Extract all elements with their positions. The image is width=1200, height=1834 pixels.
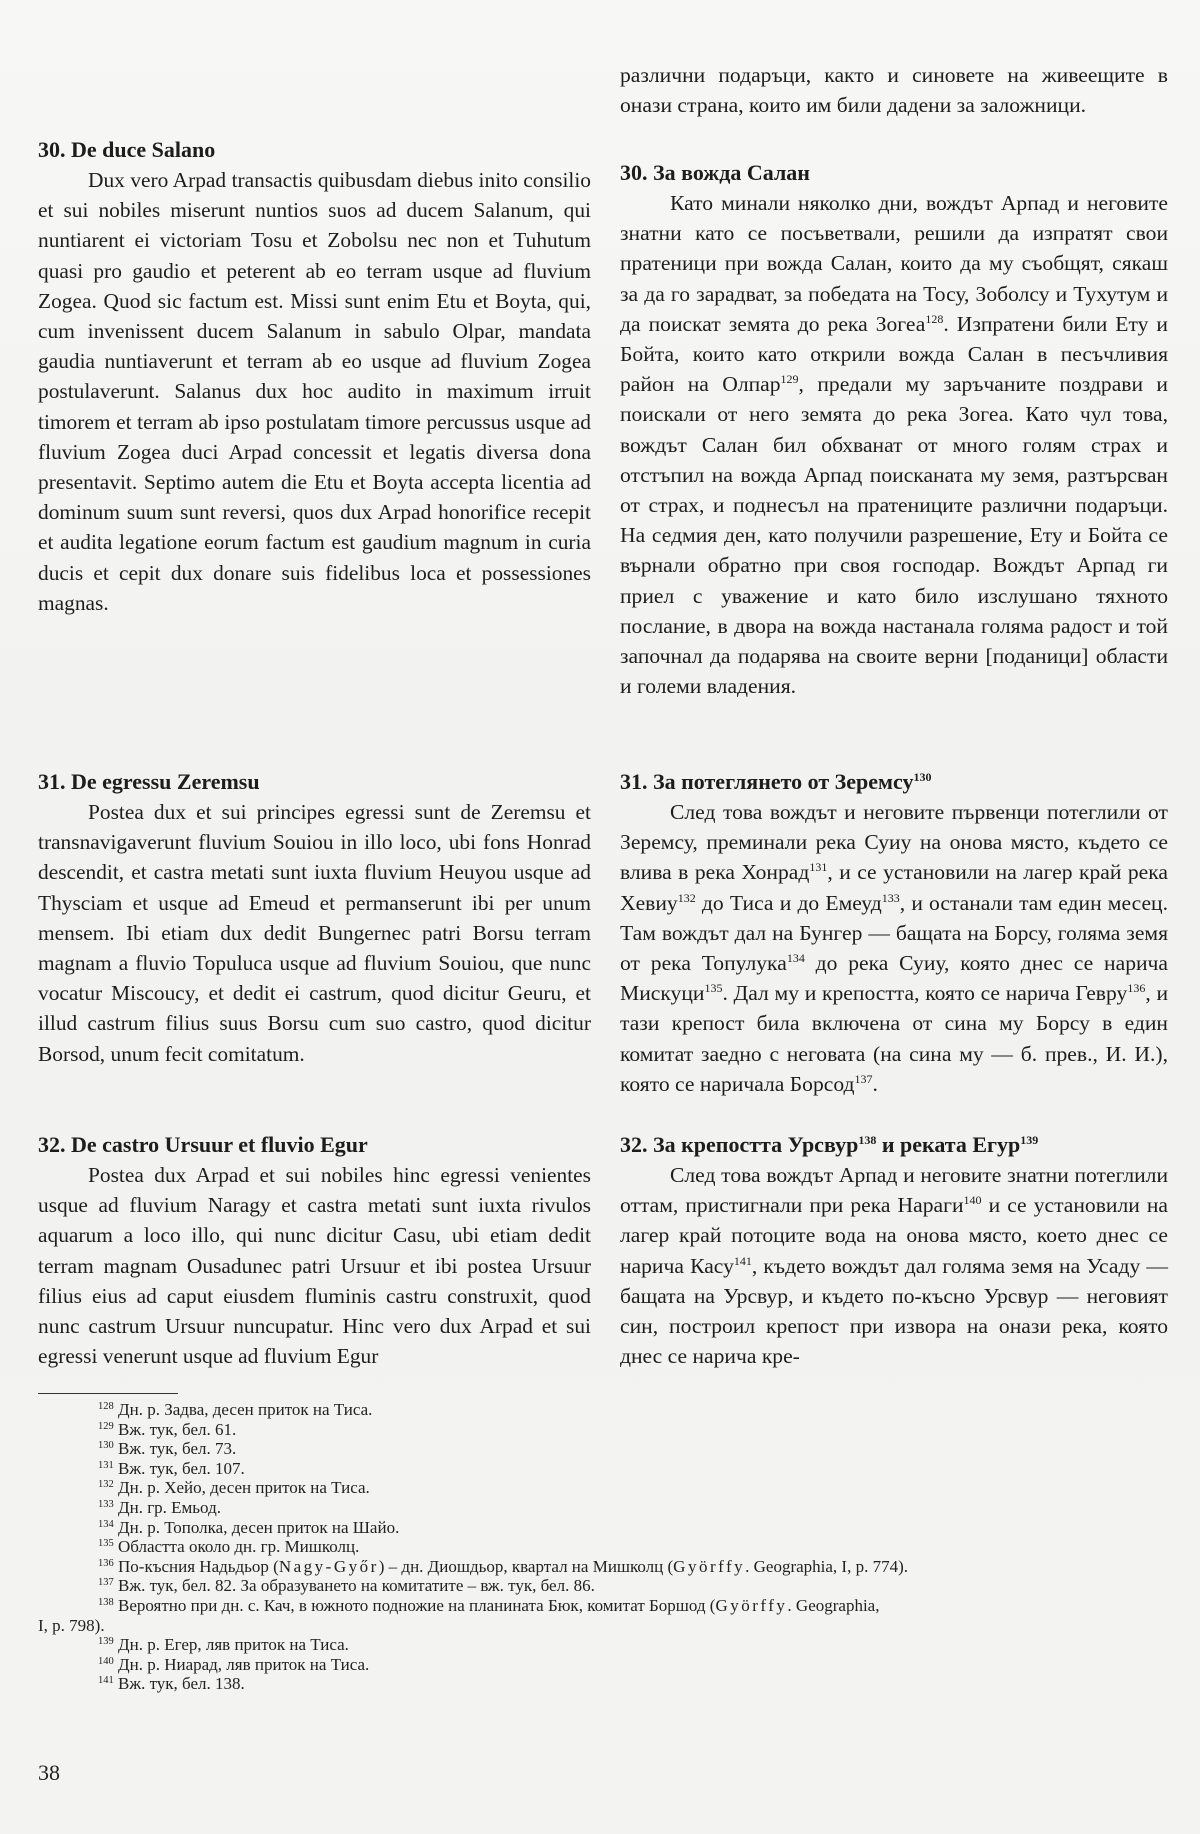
footnote-ref[interactable]: 135: [704, 981, 723, 996]
footnote-138: $^{138}$ Вероятно при дн. с. Кач, в южното подножие на планината Бюк, комитат Боршод (Györffy. Geographia, I, p. 798).: [38, 1595, 880, 1635]
section-heading: 32. За крепостта Урсвур$^{138}$ и реката Егур$^{139}$: [620, 1132, 1039, 1157]
bulgarian-section-30: [620, 158, 1168, 701]
footnote-ref[interactable]: 129: [780, 372, 799, 387]
latin-section-30: [38, 135, 591, 618]
footnote-ref[interactable]: 133: [881, 890, 900, 905]
section-paragraph: Postea dux Arpad et sui nobiles hinc egressi venientes usque ad fluvium Naragy et castra metati sunt iuxta rivulos aquarum a loco illo, qui nunc dicitur Casu, ubi etiam dedit terram magnam Ousadunec patri Ursuur et ibi postea Ursuur filius eius ad caput eiusdem fluminis castru construxit, quod nunc castrum Ursuur nuncupatur. Hinc vero dux Arpad et sui egressi venerunt usque ad fluvium Egur: [38, 1163, 591, 1369]
footnote-134: $^{134}$ Дн. р. Тополка, десен приток на Шайо.: [98, 1517, 400, 1537]
section-heading: 30. За вожда Салан: [620, 160, 810, 185]
footnote-140: $^{140}$ Дн. р. Ниарад, ляв приток на Тиса.: [98, 1654, 370, 1674]
footnote-ref[interactable]: 140: [963, 1193, 982, 1208]
footnote-ref[interactable]: 137: [854, 1071, 873, 1086]
footnote-135: $^{135}$ Областта около дн. гр. Мишколц.: [98, 1537, 360, 1557]
footnote-131: $^{131}$ Вж. тук, бел. 107.: [98, 1458, 245, 1478]
footnotes: [38, 1400, 1168, 1694]
bulgarian-section-31: [620, 767, 1168, 1099]
section-heading: 31. De egressu Zeremsu: [38, 769, 260, 794]
footnote-separator: [38, 1393, 178, 1394]
footnote-ref[interactable]: 132: [677, 890, 696, 905]
footnote-ref[interactable]: 141: [733, 1253, 752, 1268]
section-paragraph: След това вождът и неговите първенци потеглили от Зеремсу, преминали река Суиу на онова място, където се влива в река Хонрад$^{131}$, и се установили на лагер край река Хевиу$^{132}$ до Тиса и до Емеуд$^{133}$, и останали там един месец. Там вождът дал на Бунгер — бащата на Борсу, голяма земя от река Топулука$^{134}$ до река Суиу, която днес се нарича Мискуци$^{135}$. Дал му и крепостта, която се нарича Гевру$^{136}$, и тази крепост била включена от сина му Борсу в един комитат заедно с неговата (на сина му — б. прев., И. И.), която се наричала Борсод$^{137}$.: [620, 800, 1169, 1096]
footnote-ref[interactable]: 130: [913, 770, 932, 784]
continuation-text: различни подаръци, както и синовете на живеещите в онази страна, които им били дадени за заложници.: [620, 63, 1168, 118]
footnote-129: $^{129}$ Вж. тук, бел. 61.: [98, 1419, 237, 1439]
section-heading: 31. За потеглянето от Зеремсу$^{130}$: [620, 769, 932, 794]
footnote-ref[interactable]: 134: [786, 951, 805, 966]
section-paragraph: Postea dux et sui principes egressi sunt de Zeremsu et transnavigaverunt fluvium Souiou in illo loco, ubi fons Honrad descendit, et castra metati sunt iuxta fluvium Heuyou usque ad Thysciam et usque ad Emeud et permanserunt ibi per unum mensem. Ibi etiam dux dedit Bungernec patri Borsu terram magnam a fluvio Topuluca usque ad fluvium Souiou, que nunc vocatur Miscoucy, et dedit ei castrum, quod dicitur Geuru, et illud castrum filius suus Borsu cum suo castro, quod dicitur Borsod, unum fecit comitatum.: [38, 800, 591, 1066]
latin-section-32: [38, 1130, 591, 1371]
footnote-ref[interactable]: 128: [925, 311, 944, 326]
footnote-137: $^{137}$ Вж. тук, бел. 82. За образуването на комитатите – вж. тук, бел. 86.: [98, 1576, 595, 1596]
footnote-128: $^{128}$ Дн. р. Задва, десен приток на Тиса.: [98, 1400, 373, 1419]
footnote-ref[interactable]: 138: [858, 1133, 877, 1147]
section-heading: 32. De castro Ursuur et fluvio Egur: [38, 1132, 368, 1157]
section-paragraph: Dux vero Arpad transactis quibusdam diebus inito consilio et sui nobiles miserunt nuntios suos ad ducem Salanum, qui nuntiarent ei victoriam Tosu et Zobolsu nec non et Tuhutum quasi pro gaudio et peterent ab eo terram usque ad fluvium Zogea. Quod sic factum est. Missi sunt enim Etu et Boyta, qui, cum invenissent ducem Salanum in sabulo Olpar, mandata gaudia nuntiaverunt et terram ab eo usque ad fluvium Zogea postulaverunt. Salanus dux hoc audito in maximum irruit timorem et terram ab ipso postulatam timore percussus usque ad fluvium Zogea duci Arpad concessit et legatis diversa dona presentavit. Septimo autem die Etu et Boyta accepta licentia ad dominum suum sunt reversi, quos dux Arpad honorifice recepit et audita legatione eorum factum est gaudium magnum in curia ducis et cepit dux donare suis fidelibus loca et possessiones magnas.: [38, 168, 591, 615]
section-paragraph: Като минали няколко дни, вождът Арпад и неговите знатни като се посъветвали, решили да изпратят свои пратеници при вожда Салан, които да му съобщят, сякаш за да го зарадват, за победата на Тосу, Зоболсу и Тухутум и да поискат земята до река Зогеа$^{128}$. Изпратени били Ету и Бойта, които като открили вожда Салан в песъчливия район на Олпар$^{129}$, предали му заръчаните поздрави и поискали от него земята до река Зогеа. Като чул това, вождът Салан бил обхванат от много голям страх и отстъпил на вожда Арпад поисканата му земя, разтърсван от страх, и поднесъл на пратениците различни подаръци. На седмия ден, като получили разрешение, Ету и Бойта се върнали обратно при своя господар. Вождът Арпад ги приел с уважение и като било изслушано тяхното послание, в двора на вожда настанала голяма радост и той започнал да подарява на своите верни [поданици] области и големи владения.: [620, 191, 1168, 699]
section-paragraph: След това вождът Арпад и неговите знатни потеглили оттам, пристигнали при река Нараги$^{140}$ и се установили на лагер край потоците вода на онова място, което днес се нарича Касу$^{141}$, където вождът дал голяма земя на Усаду — бащата на Урсвур, и където по-късно Урсвур — неговият син, построил крепост при извора на онази река, която днес се нарича кре-: [620, 1163, 1168, 1369]
bulgarian-section-32: [620, 1130, 1168, 1371]
page-number: 38: [38, 1760, 60, 1785]
footnote-ref[interactable]: 131: [809, 860, 828, 875]
footnote-ref[interactable]: 136: [1127, 981, 1146, 996]
section-heading: 30. De duce Salano: [38, 137, 216, 162]
continuation-paragraph: [620, 60, 1168, 120]
footnote-133: $^{133}$ Дн. гр. Емьод.: [98, 1497, 221, 1517]
footnote-130: $^{130}$ Вж. тук, бел. 73.: [98, 1439, 237, 1459]
footnote-136: $^{136}$ По-късния Надьдьор (Nagy-Győr) – дн. Диошдьор, квартал на Мишколц (Györffy. Geographia, I, p. 774).: [98, 1556, 908, 1576]
footnote-ref[interactable]: 139: [1020, 1133, 1039, 1147]
latin-section-31: [38, 767, 591, 1069]
footnote-139: $^{139}$ Дн. р. Егер, ляв приток на Тиса.: [98, 1635, 349, 1655]
footnote-141: $^{141}$ Вж. тук, бел. 138.: [98, 1674, 245, 1694]
footnote-132: $^{132}$ Дн. р. Хейо, десен приток на Тиса.: [98, 1478, 370, 1498]
